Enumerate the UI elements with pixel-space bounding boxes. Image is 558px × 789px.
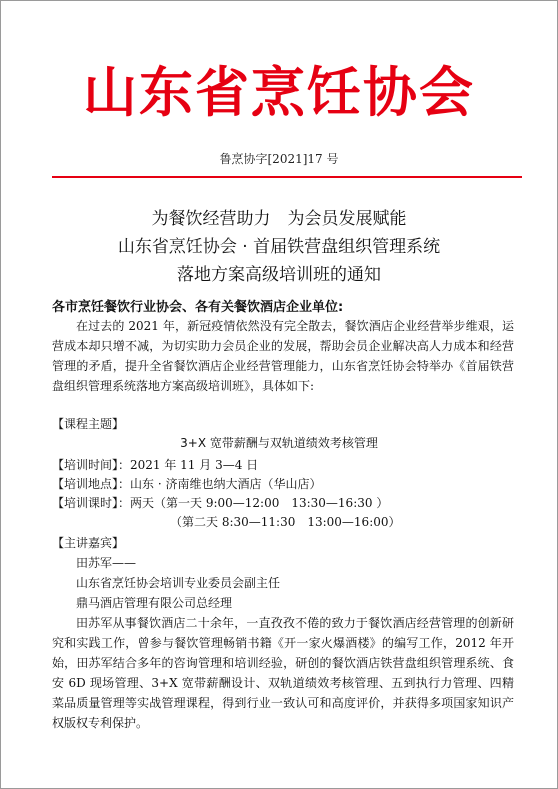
training-schedule-day1: 【培训课时】：两天（第一天 9:00—12:00 13:30—16:30 ） xyxy=(52,496,389,510)
notice-title-line-2: 山东省烹饪协会 · 首届铁营盘组织管理系统 xyxy=(117,237,441,257)
speaker-role-1: 山东省烹饪协会培训专业委员会副主任 xyxy=(76,576,281,590)
org-title: 山东省烹饪协会 xyxy=(83,61,475,124)
notice-title-line-3: 落地方案高级培训班的通知 xyxy=(177,265,381,285)
course-topic: 3+X 宽带薪酬与双轨道绩效考核管理 xyxy=(180,436,378,450)
notice-title-line-1: 为餐饮经营助力 为会员发展赋能 xyxy=(151,209,407,229)
document-number: 鲁烹协字[2021]17 号 xyxy=(219,152,339,166)
training-time: 【培训时间】：2021 年 11 月 3—4 日 xyxy=(52,458,259,472)
salutation: 各市烹饪餐饮行业协会、各有关餐饮酒店企业单位: xyxy=(52,300,344,315)
training-location: 【培训地点】：山东 · 济南维也纳大酒店（华山店） xyxy=(52,477,322,491)
training-schedule-day2: （第二天 8:30—11:30 13:00—16:00） xyxy=(170,515,401,529)
topic-label: 【课程主题】 xyxy=(52,417,125,431)
intro-paragraph: 在过去的 2021 年，新冠疫情依然没有完全散去，餐饮酒店企业经营举步维艰，运营成本却只增不减，为切实助力会员企业的发展，帮助会员企业解决高人力成本和经营管理的矛盾，提升全省餐饮酒店企业经营管理能力，山东省烹饪协会特举办《首届铁营盘组织管理系统落地方案高级培训班》，具体如下: xyxy=(52,319,514,393)
speaker-role-2: 鼎马酒店管理有限公司总经理 xyxy=(76,596,233,610)
speaker-label: 【主讲嘉宾】 xyxy=(52,536,125,550)
red-divider xyxy=(52,176,522,178)
speaker-bio: 田苏军从事餐饮酒店二十余年，一直孜孜不倦的致力于餐饮酒店经营管理的创新研究和实践工作，曾参与餐饮管理畅销书籍《开一家火爆酒楼》的编写工作，2012 年开始，田苏军结合多年的咨询管理和培训经验，研创的餐饮酒店铁营盘组织管理系统、食安 6D 现场管理、3+X 宽带薪酬设计、双轨道绩效考核管理、五到执行力管理、四精菜品质量管理等实战管理课程，得到行业一致认可和高度评价，并获得多项国家知识产权版权专利保护。 xyxy=(52,616,514,730)
speaker-name: 田苏军—— xyxy=(76,556,137,570)
